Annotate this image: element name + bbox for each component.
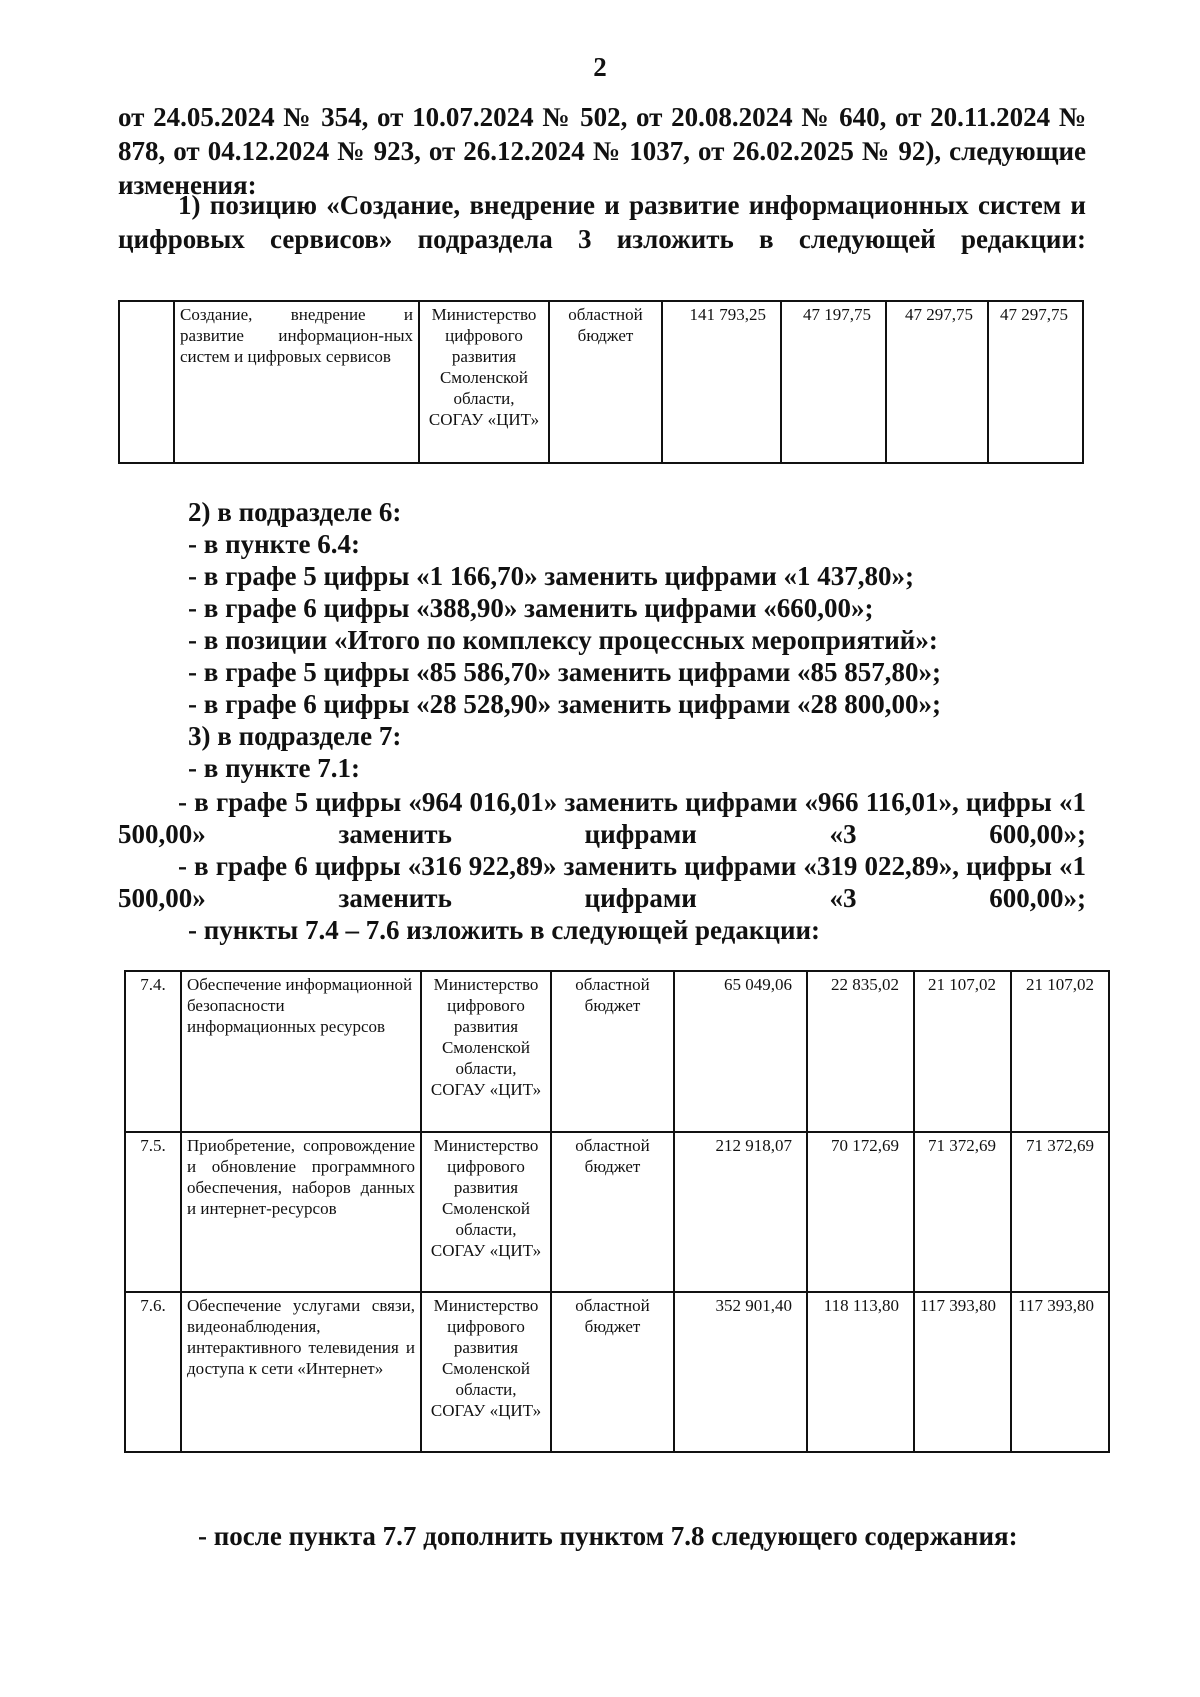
measure-name-cell: Обеспечение информационной безопасности информационных ресурсов	[181, 971, 421, 1132]
text-line: - в пункте 6.4:	[188, 529, 360, 559]
measure-name-cell: Обеспечение услугами связи, видеонаблюдения, интерактивного телевидения и доступа к сети «Интернет»	[181, 1292, 421, 1452]
executor-cell: Министерство цифрового развития Смоленской области, СОГАУ «ЦИТ»	[421, 1292, 551, 1452]
text-line: - в графе 5 цифры «1 166,70» заменить цифрами «1 437,80»;	[188, 561, 915, 591]
row-number-cell: 7.5.	[125, 1132, 181, 1292]
year-3-cell: 117 393,80	[1011, 1292, 1109, 1452]
year-3-cell: 71 372,69	[1011, 1132, 1109, 1292]
executor-cell: Министерство цифрового развития Смоленской области, СОГАУ «ЦИТ»	[421, 971, 551, 1132]
row-number-cell: 7.6.	[125, 1292, 181, 1452]
year-2-cell: 71 372,69	[914, 1132, 1011, 1292]
year-1-cell: 22 835,02	[807, 971, 914, 1132]
text-line: - в позиции «Итого по комплексу процессных мероприятий»:	[188, 625, 938, 655]
text-line: - в графе 6 цифры «28 528,90» заменить цифрами «28 800,00»;	[188, 689, 942, 719]
table-subsection-3	[118, 300, 1084, 464]
funding-source-cell: областной бюджет	[551, 971, 674, 1132]
year-1-cell: 47 197,75	[781, 301, 886, 463]
table-subsection-7	[124, 970, 1110, 1453]
table-row	[125, 971, 1109, 1132]
year-3-cell: 47 297,75	[988, 301, 1083, 463]
text-line: - в графе 5 цифры «85 586,70» заменить цифрами «85 857,80»;	[188, 657, 942, 687]
executor-cell: Министерство цифрового развития Смоленской области, СОГАУ «ЦИТ»	[419, 301, 549, 463]
year-1-cell: 118 113,80	[807, 1292, 914, 1452]
measure-name-cell: Создание, внедрение и развитие информацион-ных систем и цифровых сервисов	[174, 301, 419, 463]
year-1-cell: 70 172,69	[807, 1132, 914, 1292]
paragraph-7-1-column-6: - в графе 6 цифры «316 922,89» заменить цифрами «319 022,89», цифры «1 500,00» заменить цифрами «3 600,00»;	[118, 851, 1086, 913]
row-number-cell: 7.4.	[125, 971, 181, 1132]
measure-name-cell: Приобретение, сопровождение и обновление программного обеспечения, наборов данных и интернет-ресурсов	[181, 1132, 421, 1292]
page-number: 2	[593, 52, 607, 82]
table-row	[125, 1132, 1109, 1292]
text-line: - пункты 7.4 – 7.6 изложить в следующей редакции:	[188, 915, 821, 945]
total-cell: 65 049,06	[674, 971, 807, 1132]
total-cell: 352 901,40	[674, 1292, 807, 1452]
row-number-cell	[119, 301, 174, 463]
text-line: 3) в подразделе 7:	[188, 721, 402, 751]
year-2-cell: 117 393,80	[914, 1292, 1011, 1452]
funding-source-cell: областной бюджет	[549, 301, 662, 463]
year-3-cell: 21 107,02	[1011, 971, 1109, 1132]
funding-source-cell: областной бюджет	[551, 1292, 674, 1452]
year-2-cell: 21 107,02	[914, 971, 1011, 1132]
table-row	[119, 301, 1083, 463]
total-cell: 212 918,07	[674, 1132, 807, 1292]
executor-cell: Министерство цифрового развития Смоленской области, СОГАУ «ЦИТ»	[421, 1132, 551, 1292]
table-row	[125, 1292, 1109, 1452]
text-line: - в пункте 7.1:	[188, 753, 360, 783]
year-2-cell: 47 297,75	[886, 301, 988, 463]
text-line: 2) в подразделе 6:	[188, 497, 402, 527]
funding-source-cell: областной бюджет	[551, 1132, 674, 1292]
item-1-paragraph: 1) позицию «Создание, внедрение и развитие информационных систем и цифровых сервисов» подраздела 3 изложить в следующей редакции:	[118, 190, 1086, 254]
paragraph-7-1-column-5: - в графе 5 цифры «964 016,01» заменить цифрами «966 116,01», цифры «1 500,00» заменить цифрами «3 600,00»;	[118, 787, 1086, 849]
intro-paragraph: от 24.05.2024 № 354, от 10.07.2024 № 502, от 20.08.2024 № 640, от 20.11.2024 № 878, от 04.12.2024 № 923, от 26.12.2024 № 1037, от 26.02.2025 № 92), следующие изменения:	[118, 102, 1086, 200]
text-line: - после пункта 7.7 дополнить пунктом 7.8 следующего содержания:	[198, 1521, 1018, 1551]
text-line: - в графе 6 цифры «388,90» заменить цифрами «660,00»;	[188, 593, 874, 623]
total-cell: 141 793,25	[662, 301, 781, 463]
